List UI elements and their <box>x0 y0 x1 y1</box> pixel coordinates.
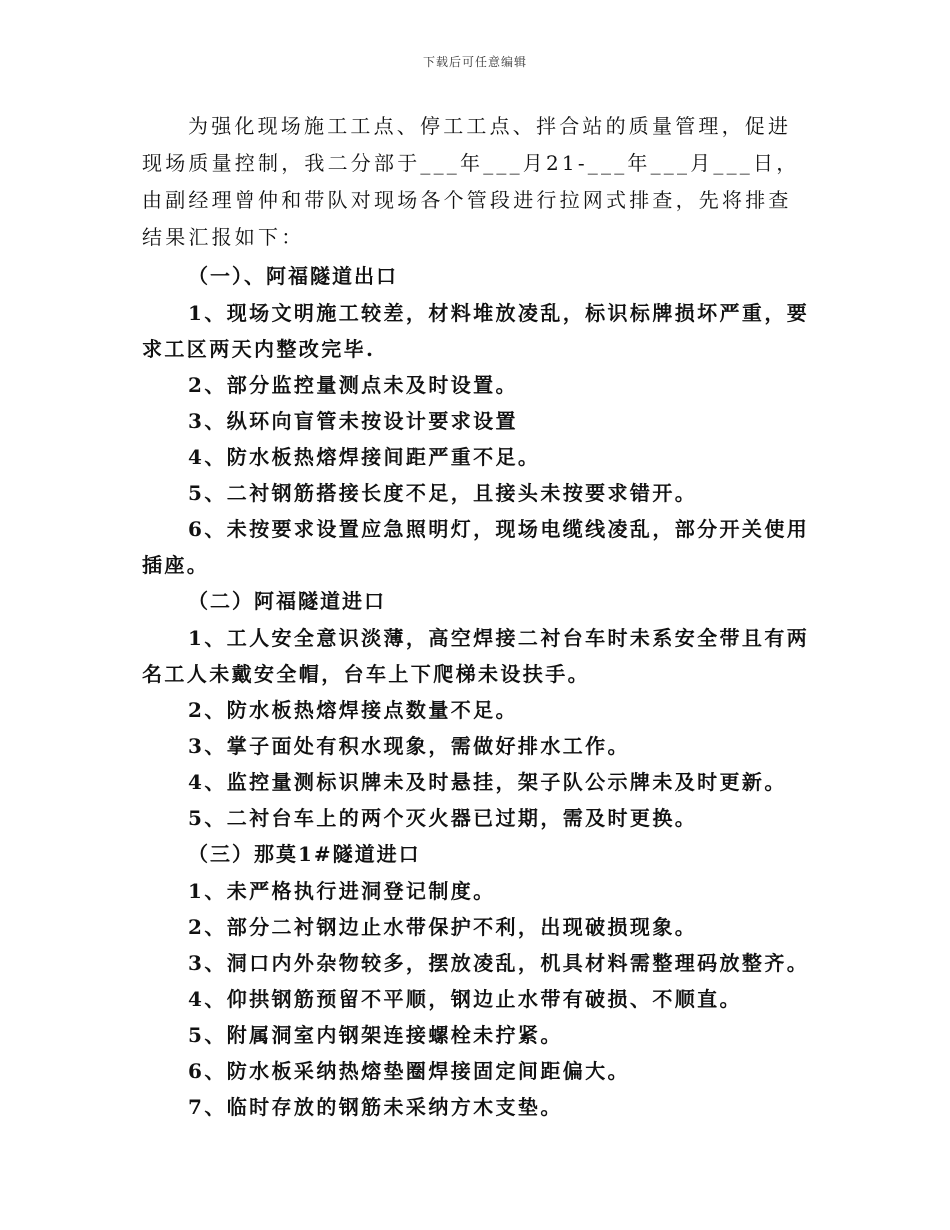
list-item: 2、部分二衬钢边止水带保护不利，出现破损现象。 <box>188 915 698 939</box>
section-heading: （三）那莫1#隧道进口 <box>188 842 421 866</box>
list-item: 4、监控量测标识牌未及时悬挂，架子队公示牌未及时更新。 <box>188 770 787 794</box>
section-afu-tunnel-exit <box>142 258 812 583</box>
list-item: 3、掌子面处有积水现象，需做好排水工作。 <box>188 734 630 758</box>
list-item: 1、现场文明施工较差，材料堆放凌乱，标识标牌损坏严重，要求工区两天内整改完毕. <box>142 301 810 361</box>
list-item: 3、洞口内外杂物较多，摆放凌乱，机具材料需整理码放整齐。 <box>188 951 810 975</box>
list-item: 6、未按要求设置应急照明灯，现场电缆线凌乱，部分开关使用插座。 <box>142 517 810 577</box>
list-item: 7、临时存放的钢筋未采纳方木支垫。 <box>188 1095 563 1119</box>
page-header-note: 下载后可任意编辑 <box>422 55 527 69</box>
intro-paragraph: 为强化现场施工工点、停工工点、拌合站的质量管理，促进现场质量控制，我二分部于___年___月21-___年___月___日，由副经理曾仲和带队对现场各个管段进行拉网式排查，先将排查结果汇报如下： <box>142 114 800 249</box>
section-afu-tunnel-entrance <box>142 583 812 836</box>
list-item: 5、附属洞室内钢架连接螺栓未拧紧。 <box>188 1023 563 1047</box>
section-namo-1-tunnel-entrance <box>142 836 812 1125</box>
section-heading: （一）、阿福隧道出口 <box>188 264 398 288</box>
list-item: 5、二衬台车上的两个灭火器已过期，需及时更换。 <box>188 806 698 830</box>
list-item: 1、未严格执行进洞登记制度。 <box>188 879 496 903</box>
list-item: 4、防水板热熔焊接间距严重不足。 <box>188 445 541 469</box>
list-item: 3、纵环向盲管未按设计要求设置 <box>188 409 518 433</box>
list-item: 4、仰拱钢筋预留不平顺，钢边止水带有破损、不顺直。 <box>188 987 742 1011</box>
list-item: 6、防水板采纳热熔垫圈焊接固定间距偏大。 <box>188 1059 630 1083</box>
list-item: 1、工人安全意识淡薄，高空焊接二衬台车时未系安全带且有两名工人未戴安全帽，台车上下爬梯未设扶手。 <box>142 626 810 686</box>
document-body <box>142 108 812 1125</box>
section-heading: （二）阿福隧道进口 <box>188 589 386 613</box>
list-item: 5、二衬钢筋搭接长度不足，且接头未按要求错开。 <box>188 481 698 505</box>
list-item: 2、防水板热熔焊接点数量不足。 <box>188 698 518 722</box>
list-item: 2、部分监控量测点未及时设置。 <box>188 373 518 397</box>
